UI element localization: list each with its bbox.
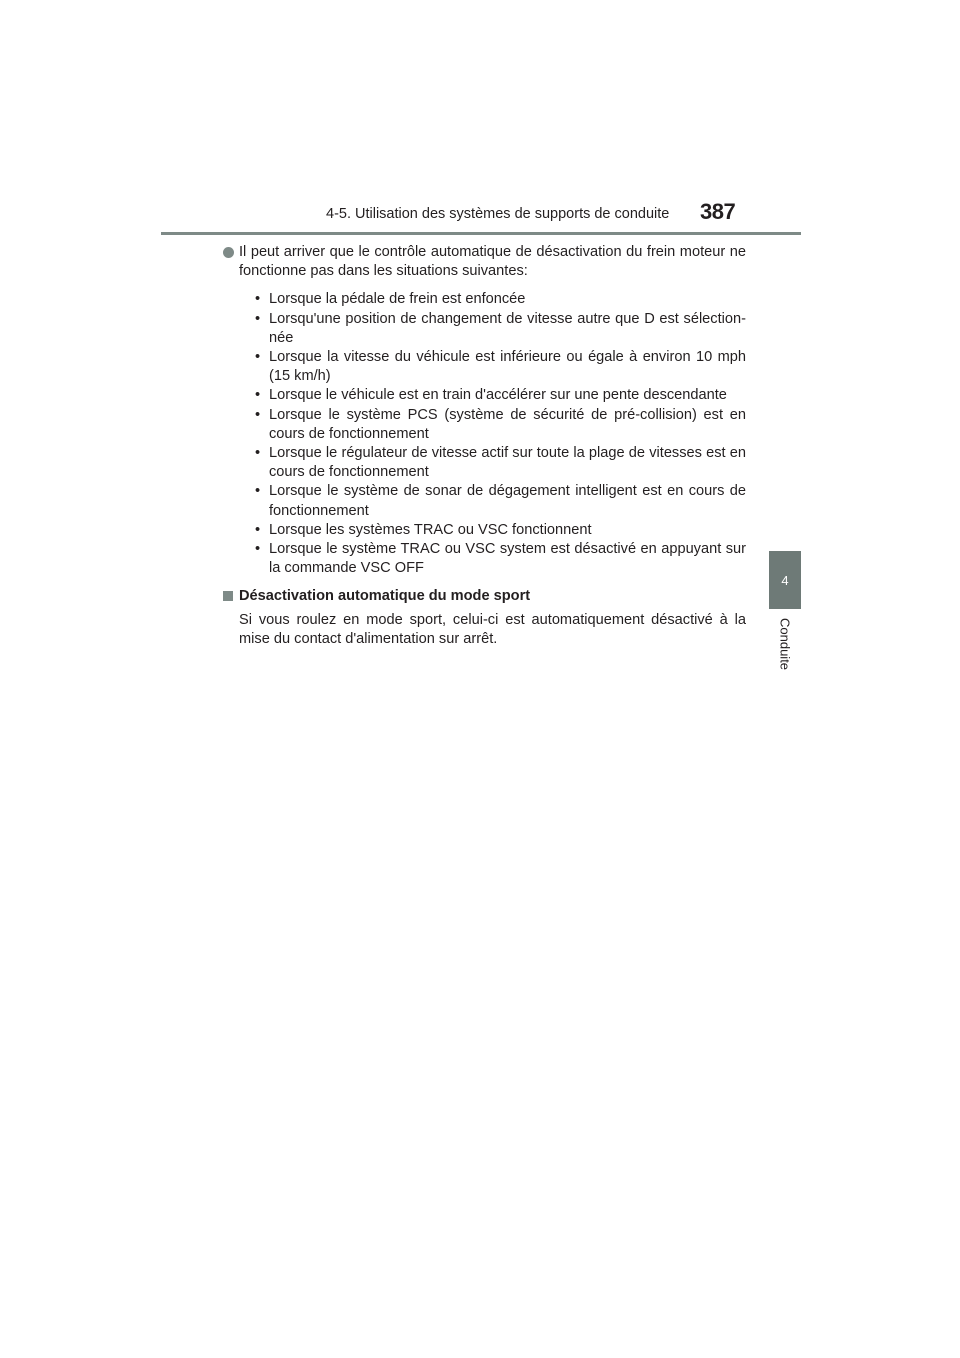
note-item [223,243,746,578]
bullet-icon: • [255,387,261,404]
list-item: • Lorsque le régulateur de vitesse actif sur toute la plage de vitesses est en cours de fonctionnement [255,445,746,481]
bullet-icon: • [255,291,261,308]
list-item: • Lorsque la pédale de frein est enfoncée [239,290,746,309]
sport-mode-section [223,587,746,649]
list-item: • Lorsqu'une position de changement de vitesse autre que D est sélection-née [255,310,746,346]
list-item: • Lorsque la vitesse du véhicule est inférieure ou égale à environ 10 mph (15 km/h) [255,349,746,385]
bullet-icon: • [255,406,261,423]
list-item: • Lorsque les systèmes TRAC ou VSC fonctionnent [239,521,746,540]
section-heading: Désactivation automatique du mode sport [239,588,531,605]
bullet-icon: • [255,445,261,462]
page-content [223,243,746,649]
chapter-tab[interactable] [769,551,801,609]
condition-list [239,290,746,578]
section-body: Si vous roulez en mode sport, celui-ci est automatiquement désactivé à la mise du contact d'alimentation sur arrêt. [239,611,746,647]
list-item: • Lorsque le système TRAC ou VSC system est désactivé en appuyant sur la commande VSC OFF [255,541,746,577]
note-intro: Il peut arriver que le contrôle automatique de désactivation du frein moteur ne fonctionne pas dans les situations suivantes: [239,244,746,280]
page-number: 387 [700,199,736,224]
bullet-icon: • [255,483,261,500]
header-divider [161,232,801,235]
list-item: • Lorsque le système PCS (système de sécurité de pré-collision) est en cours de fonctionnement [255,406,746,442]
chapter-number: 4 [781,572,789,588]
list-item: • Lorsque le système de sonar de dégagement intelligent est en cours de fonctionnement [255,483,746,519]
bullet-icon: • [255,541,261,558]
bullet-icon: • [255,349,261,366]
circle-bullet-icon [223,247,234,258]
section-title: 4-5. Utilisation des systèmes de supports de conduite [326,206,670,222]
bullet-icon: • [255,521,261,538]
chapter-label: Conduite [777,618,793,671]
square-bullet-icon [223,591,233,601]
list-item: • Lorsque le véhicule est en train d'accélérer sur une pente descendante [239,386,746,405]
bullet-icon: • [255,310,261,327]
